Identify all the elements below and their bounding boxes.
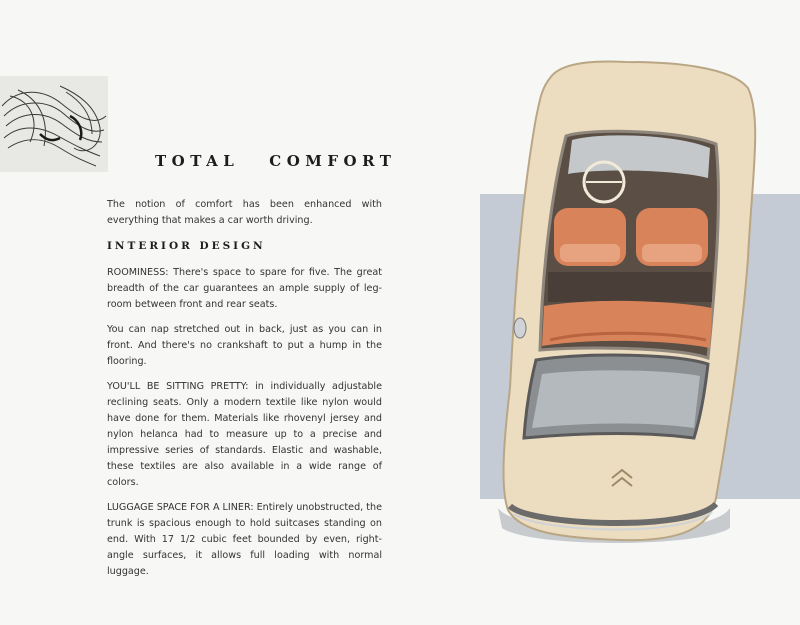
title-word-comfort: COMFORT	[269, 152, 397, 170]
luggage-paragraph: LUGGAGE SPACE FOR A LINER: Entirely unobstructed, the trunk is spacious enough to hold suitcases standing on end. With 17 1/2 cubic feet bounded by even, right-angle surfaces, it allows full loading with normal luggage.	[107, 502, 382, 577]
roominess-paragraph: ROOMINESS: There's space to spare for five. The great breadth of the car guarantees an ample supply of leg-room between front and rear seats.	[107, 267, 382, 310]
car-illustration	[480, 58, 772, 550]
abstract-ink-sketch	[0, 76, 108, 172]
page-title	[155, 152, 495, 170]
intro-paragraph: The notion of comfort has been enhanced with everything that makes a car worth driving.	[107, 199, 382, 226]
nap-paragraph: You can nap stretched out in back, just as you can in front. And there's no crankshaft to put a hump in the flooring.	[107, 324, 382, 367]
body-text-column	[107, 197, 382, 589]
convertible-car-top-view	[480, 58, 772, 550]
section-heading: INTERIOR DESIGN	[107, 240, 266, 252]
sitting-paragraph: YOU'LL BE SITTING PRETTY: in individually adjustable reclining seats. Only a modern textile like nylon would have done for them. Materials like rhovenyl jersey and nylon helanca had to measure up to a precise and impressive series of standards. Elastic and washable, these textiles are also available in a wide range of colors.	[107, 381, 382, 488]
title-word-total: TOTAL	[155, 152, 240, 170]
sketch-illustration	[0, 76, 108, 172]
